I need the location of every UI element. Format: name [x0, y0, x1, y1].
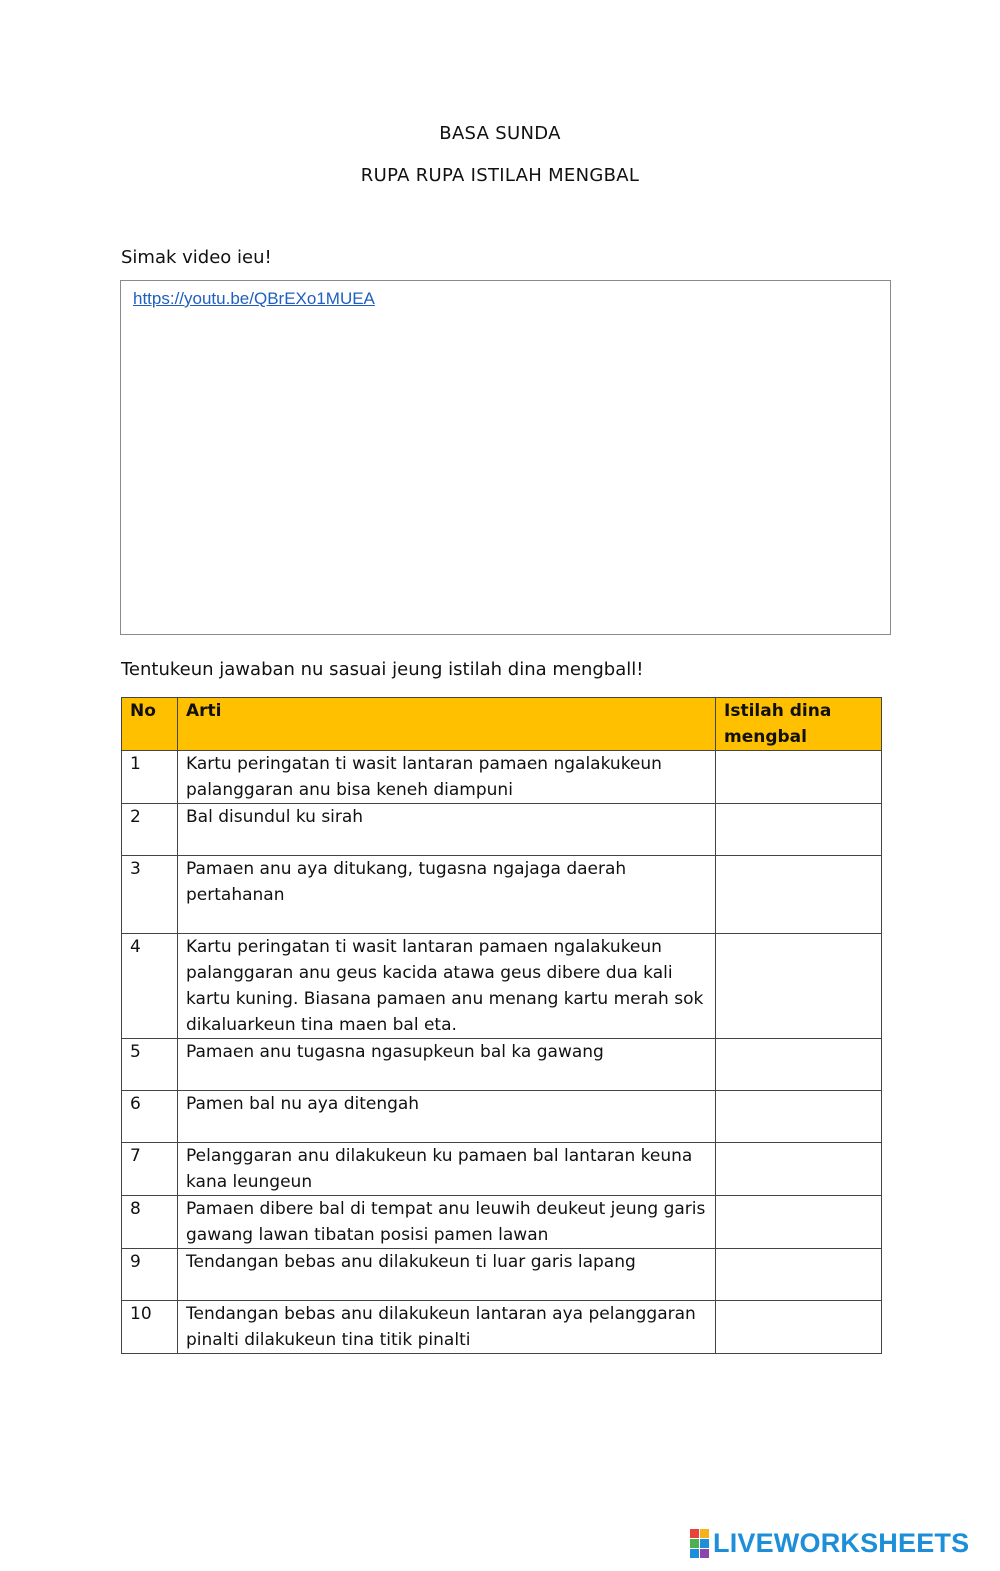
row-number: 1: [122, 751, 178, 804]
answer-field[interactable]: [716, 751, 882, 804]
table-row: [122, 1091, 882, 1143]
row-number: 7: [122, 1143, 178, 1196]
row-number: 8: [122, 1196, 178, 1249]
table-row: [122, 1249, 882, 1301]
row-definition: Kartu peringatan ti wasit lantaran pamaen ngalakukeun palanggaran anu geus kacida atawa geus dibere dua kali kartu kuning. Biasana pamaen anu menang kartu merah sok dikaluarkeun tina maen bal eta.: [178, 934, 716, 1039]
row-definition: Tendangan bebas anu dilakukeun lantaran aya pelanggaran pinalti dilakukeun tina titik pinalti: [178, 1301, 716, 1354]
liveworksheets-logo: [690, 1527, 969, 1559]
row-definition: Pamen bal nu aya ditengah: [178, 1091, 716, 1143]
liveworksheets-logo-icon: [690, 1529, 709, 1558]
answer-field[interactable]: [716, 804, 882, 856]
row-definition: Tendangan bebas anu dilakukeun ti luar garis lapang: [178, 1249, 716, 1301]
table-row: [122, 804, 882, 856]
row-definition: Pamaen anu aya ditukang, tugasna ngajaga daerah pertahanan: [178, 856, 716, 934]
answer-field[interactable]: [716, 1196, 882, 1249]
table-row: [122, 856, 882, 934]
page-title: BASA SUNDA: [439, 123, 561, 144]
row-definition: Kartu peringatan ti wasit lantaran pamaen ngalakukeun palanggaran anu bisa keneh diampuni: [178, 751, 716, 804]
logo-text: LIVEWORKSHEETS: [713, 1527, 970, 1558]
task-instruction: Tentukeun jawaban nu sasuai jeung istilah dina mengball!: [121, 659, 644, 680]
row-definition: Bal disundul ku sirah: [178, 804, 716, 856]
row-number: 9: [122, 1249, 178, 1301]
table-row: [122, 751, 882, 804]
header-istilah: Istilah dina mengbal: [716, 698, 882, 751]
answer-field[interactable]: [716, 856, 882, 934]
table-row: [122, 1039, 882, 1091]
header-arti: Arti: [178, 698, 716, 751]
table-row: [122, 1196, 882, 1249]
answer-field[interactable]: [716, 1301, 882, 1354]
answer-field[interactable]: [716, 934, 882, 1039]
video-link[interactable]: https://youtu.be/QBrEXo1MUEA: [133, 289, 375, 308]
answer-field[interactable]: [716, 1143, 882, 1196]
row-number: 6: [122, 1091, 178, 1143]
answer-field[interactable]: [716, 1039, 882, 1091]
table-header-row: [122, 698, 882, 751]
worksheet-table: [121, 697, 882, 1354]
row-number: 10: [122, 1301, 178, 1354]
row-definition: Pelanggaran anu dilakukeun ku pamaen bal lantaran keuna kana leungeun: [178, 1143, 716, 1196]
table-row: [122, 1301, 882, 1354]
table-row: [122, 1143, 882, 1196]
video-instruction: Simak video ieu!: [121, 247, 272, 268]
video-embed-box[interactable]: [120, 280, 891, 635]
page-subtitle: RUPA RUPA ISTILAH MENGBAL: [360, 165, 640, 186]
answer-field[interactable]: [716, 1249, 882, 1301]
row-number: 2: [122, 804, 178, 856]
row-number: 5: [122, 1039, 178, 1091]
answer-field[interactable]: [716, 1091, 882, 1143]
table-row: [122, 934, 882, 1039]
row-number: 3: [122, 856, 178, 934]
header-no: No: [122, 698, 178, 751]
row-definition: Pamaen dibere bal di tempat anu leuwih deukeut jeung garis gawang lawan tibatan posisi pamen lawan: [178, 1196, 716, 1249]
row-number: 4: [122, 934, 178, 1039]
row-definition: Pamaen anu tugasna ngasupkeun bal ka gawang: [178, 1039, 716, 1091]
